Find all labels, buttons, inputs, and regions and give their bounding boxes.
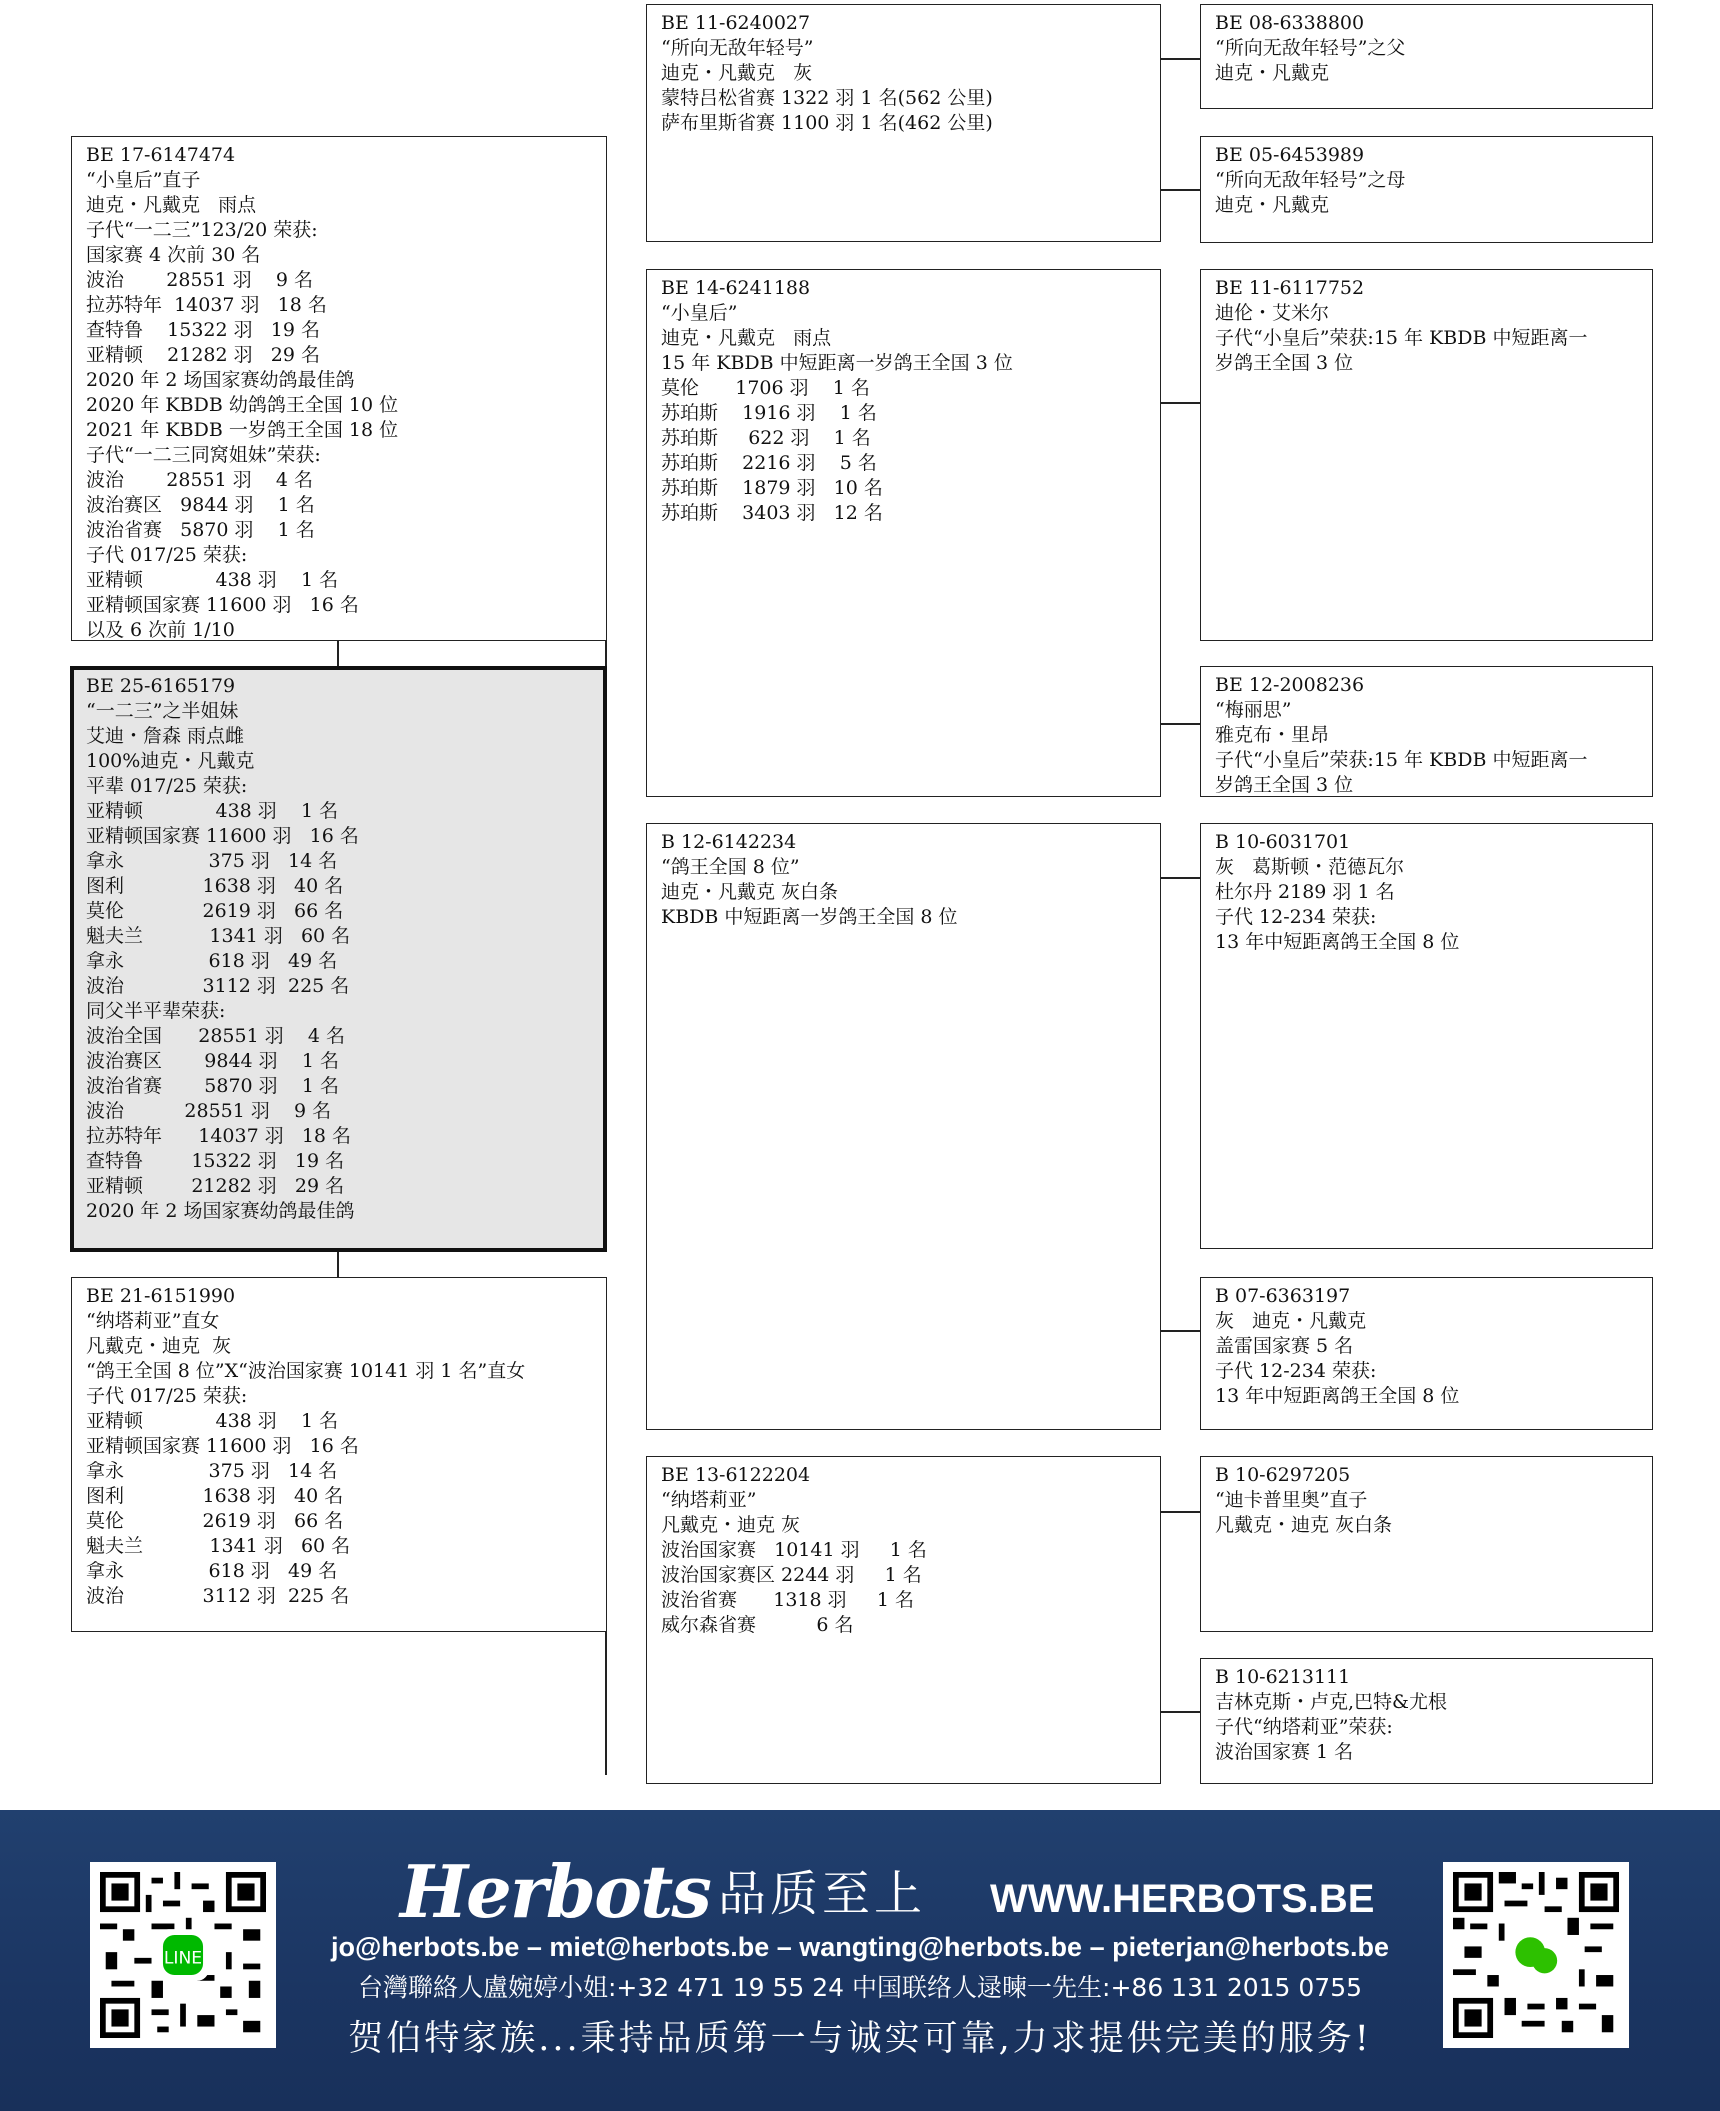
ring-number: B 10-6031701 xyxy=(1215,831,1351,853)
pedigree-line: 子代“纳塔莉亚”荣获: xyxy=(1215,1716,1393,1738)
pedigree-line: 波治 3112 羽 225 名 xyxy=(86,1585,350,1607)
sire-box xyxy=(71,136,607,641)
pedigree-line: 魁夫兰 1341 羽 60 名 xyxy=(86,925,351,947)
pedigree-line: 图利 1638 羽 40 名 xyxy=(86,1485,344,1507)
pedigree-line: 莫伦 1706 羽 1 名 xyxy=(661,377,870,399)
connector xyxy=(1160,1711,1200,1713)
contact-phones: 台灣聯絡人盧婉婷小姐:+32 471 19 55 24 中国联络人逯暕一先生:+86 131 2015 0755 xyxy=(357,1973,1363,2002)
pedigree-line: 波治省赛 5870 羽 1 名 xyxy=(86,1075,339,1097)
pedigree-line: 拿永 375 羽 14 名 xyxy=(86,1460,338,1482)
ring-number: BE 14-6241188 xyxy=(661,277,811,299)
pedigree-line: 2020 年 2 场国家赛幼鸽最佳鸽 xyxy=(86,369,355,391)
pedigree-line: 亚精顿国家赛 11600 羽 16 名 xyxy=(86,825,359,847)
pedigree-line: 亚精顿 21282 羽 29 名 xyxy=(86,1175,345,1197)
pedigree-line: 波治国家赛 10141 羽 1 名 xyxy=(661,1539,927,1561)
pedigree-line: “鸽王全国 8 位”X“波治国家赛 10141 羽 1 名”直女 xyxy=(86,1360,526,1382)
pedigree-line: 岁鸽王全国 3 位 xyxy=(1215,352,1354,374)
pedigree-line: 2020 年 KBDB 幼鸽鸽王全国 10 位 xyxy=(86,394,399,416)
pedigree-line: 威尔森省赛 6 名 xyxy=(661,1614,854,1636)
pedigree-line: 莫伦 2619 羽 66 名 xyxy=(86,1510,344,1532)
connector xyxy=(1160,402,1200,404)
pedigree-line: 苏珀斯 2216 羽 5 名 xyxy=(661,452,877,474)
connector xyxy=(1160,723,1200,725)
pedigree-line: 子代 017/25 荣获: xyxy=(86,544,248,566)
pedigree-line: 迪克・凡戴克 雨点 xyxy=(86,194,257,216)
pedigree-line: 苏珀斯 1916 羽 1 名 xyxy=(661,402,877,424)
ring-number: BE 25-6165179 xyxy=(86,675,236,697)
pedigree-line: 岁鸽王全国 3 位 xyxy=(1215,774,1354,796)
pedigree-line: “梅丽思” xyxy=(1215,699,1292,721)
dam-dam-box xyxy=(646,1456,1161,1784)
ring-number: BE 11-6117752 xyxy=(1215,277,1365,299)
pedigree-line: 以及 6 次前 1/10 xyxy=(86,619,235,641)
subject-box xyxy=(70,666,607,1252)
pedigree-line: 迪克・凡戴克 xyxy=(1215,62,1330,84)
ring-number: B 07-6363197 xyxy=(1215,1285,1351,1307)
pedigree-line: 100%迪克・凡戴克 xyxy=(86,750,255,772)
pedigree-line: 迪伦・艾米尔 xyxy=(1215,302,1330,324)
ring-number: BE 21-6151990 xyxy=(86,1285,236,1307)
dam-box xyxy=(71,1277,607,1632)
connector xyxy=(1160,1330,1200,1332)
pedigree-line: 迪克・凡戴克 雨点 xyxy=(661,327,832,349)
pedigree-line: “迪卡普里奥”直子 xyxy=(1215,1489,1368,1511)
pedigree-line: 灰 葛斯顿・范德瓦尔 xyxy=(1215,856,1405,878)
pedigree-line: 2021 年 KBDB 一岁鸽王全国 18 位 xyxy=(86,419,399,441)
pedigree-line: 波治省赛 5870 羽 1 名 xyxy=(86,519,315,541)
pedigree-line: 亚精顿国家赛 11600 羽 16 名 xyxy=(86,594,359,616)
connector xyxy=(1160,877,1200,879)
pedigree-line: 灰 迪克・凡戴克 xyxy=(1215,1310,1367,1332)
pedigree-line: 图利 1638 羽 40 名 xyxy=(86,875,344,897)
footer-banner xyxy=(0,1810,1720,2111)
pedigree-line: 波治 28551 羽 4 名 xyxy=(86,469,314,491)
pedigree-line: 亚精顿 438 羽 1 名 xyxy=(86,569,339,591)
pedigree-line: 苏珀斯 622 羽 1 名 xyxy=(661,427,871,449)
qr-code-graphic xyxy=(100,1872,266,2038)
pedigree-line: 迪克・凡戴克 灰白条 xyxy=(661,881,839,903)
great-grandparent-box-3 xyxy=(1200,269,1653,641)
herbots-logo: Herbots xyxy=(400,1849,710,1934)
pedigree-line: 萨布里斯省赛 1100 羽 1 名(462 公里) xyxy=(661,112,993,134)
pedigree-line: 拉苏特年 14037 羽 18 名 xyxy=(86,294,327,316)
pedigree-line: 吉林克斯・卢克,巴特&尤根 xyxy=(1215,1691,1447,1713)
pedigree-line: 13 年中短距离鸽王全国 8 位 xyxy=(1215,931,1460,953)
great-grandparent-box-4 xyxy=(1200,666,1653,797)
connector xyxy=(1160,189,1200,191)
pedigree-line: 波治赛区 9844 羽 1 名 xyxy=(86,494,315,516)
great-grandparent-box-7 xyxy=(1200,1456,1653,1632)
qr-code-graphic xyxy=(1453,1872,1619,2038)
pedigree-line: 拉苏特年 14037 羽 18 名 xyxy=(86,1125,352,1147)
pedigree-line: “所向无敌年轻号”之母 xyxy=(1215,169,1406,191)
pedigree-line: 莫伦 2619 羽 66 名 xyxy=(86,900,344,922)
pedigree-line: 波治省赛 1318 羽 1 名 xyxy=(661,1589,914,1611)
pedigree-line: 平辈 017/25 荣获: xyxy=(86,775,248,797)
slogan: 品质至上 xyxy=(718,1866,927,1922)
email-list[interactable]: jo@herbots.be – miet@herbots.be – wangting@herbots.be – pieterjan@herbots.be xyxy=(331,1932,1389,1962)
pedigree-line: “小皇后”直子 xyxy=(86,169,201,191)
ring-number: BE 12-2008236 xyxy=(1215,674,1365,696)
pedigree-line: 查特鲁 15322 羽 19 名 xyxy=(86,319,320,341)
pedigree-line: 迪克・凡戴克 灰 xyxy=(661,62,813,84)
ring-number: BE 13-6122204 xyxy=(661,1464,811,1486)
great-grandparent-box-1 xyxy=(1200,4,1653,109)
pedigree-line: 艾迪・詹森 雨点雌 xyxy=(86,725,245,747)
ring-number: B 12-6142234 xyxy=(661,831,797,853)
great-grandparent-box-6 xyxy=(1200,1277,1653,1430)
pedigree-line: 国家赛 4 次前 30 名 xyxy=(86,244,261,266)
pedigree-line: 亚精顿 438 羽 1 名 xyxy=(86,1410,339,1432)
ring-number: B 10-6297205 xyxy=(1215,1464,1351,1486)
pedigree-line: 凡戴克・迪克 灰 xyxy=(86,1335,232,1357)
pedigree-line: “小皇后” xyxy=(661,302,738,324)
pedigree-line: 子代 12-234 荣获: xyxy=(1215,906,1377,928)
great-grandparent-box-2 xyxy=(1200,136,1653,243)
website-link[interactable]: WWW.HERBOTS.BE xyxy=(990,1877,1375,1921)
connector xyxy=(337,1250,339,1278)
pedigree-line: 波治国家赛区 2244 羽 1 名 xyxy=(661,1564,922,1586)
pedigree-line: 魁夫兰 1341 羽 60 名 xyxy=(86,1535,351,1557)
pedigree-line: 杜尔丹 2189 羽 1 名 xyxy=(1215,881,1395,903)
pedigree-line: “纳塔莉亚” xyxy=(661,1489,757,1511)
pedigree-line: 2020 年 2 场国家赛幼鸽最佳鸽 xyxy=(86,1200,355,1222)
dam-sire-box xyxy=(646,823,1161,1430)
pedigree-line: KBDB 中短距离一岁鸽王全国 8 位 xyxy=(661,906,958,928)
pedigree-line: 凡戴克・迪克 灰 xyxy=(661,1514,801,1536)
pedigree-line: 亚精顿国家赛 11600 羽 16 名 xyxy=(86,1435,359,1457)
pedigree-line: 迪克・凡戴克 xyxy=(1215,194,1330,216)
tagline: 贺伯特家族...秉持品质第一与诚实可靠,力求提供完美的服务! xyxy=(348,2019,1372,2059)
ring-number: BE 11-6240027 xyxy=(661,12,811,34)
pedigree-line: 盖雷国家赛 5 名 xyxy=(1215,1335,1354,1357)
pedigree-line: 波治全国 28551 羽 4 名 xyxy=(86,1025,346,1047)
ring-number: BE 08-6338800 xyxy=(1215,12,1365,34)
ring-number: B 10-6213111 xyxy=(1215,1666,1351,1688)
pedigree-line: 拿永 618 羽 49 名 xyxy=(86,1560,338,1582)
pedigree-line: 凡戴克・迪克 灰白条 xyxy=(1215,1514,1393,1536)
pedigree-line: “所向无敌年轻号” xyxy=(661,37,814,59)
pedigree-line: 波治 28551 羽 9 名 xyxy=(86,269,314,291)
pedigree-line: 波治赛区 9844 羽 1 名 xyxy=(86,1050,339,1072)
pedigree-line: 子代“一二三”123/20 荣获: xyxy=(86,219,318,241)
pedigree-line: 拿永 375 羽 14 名 xyxy=(86,850,338,872)
pedigree-line: 亚精顿 21282 羽 29 名 xyxy=(86,344,320,366)
ring-number: BE 05-6453989 xyxy=(1215,144,1365,166)
pedigree-line: 子代 017/25 荣获: xyxy=(86,1385,248,1407)
pedigree-line: 蒙特吕松省赛 1322 羽 1 名(562 公里) xyxy=(661,87,993,109)
pedigree-line: 拿永 618 羽 49 名 xyxy=(86,950,338,972)
pedigree-line: 查特鲁 15322 羽 19 名 xyxy=(86,1150,345,1172)
sire-dam-box xyxy=(646,269,1161,797)
great-grandparent-box-8 xyxy=(1200,1658,1653,1784)
pedigree-line: 同父半平辈荣获: xyxy=(86,1000,226,1022)
pedigree-line: “鸽王全国 8 位” xyxy=(661,856,800,878)
pedigree-line: 子代“小皇后”荣获:15 年 KBDB 中短距离一 xyxy=(1215,749,1588,771)
connector xyxy=(1160,1511,1200,1513)
connector xyxy=(337,640,339,668)
pedigree-line: 苏珀斯 1879 羽 10 名 xyxy=(661,477,883,499)
pedigree-line: 苏珀斯 3403 羽 12 名 xyxy=(661,502,883,524)
svg-text:LINE: LINE xyxy=(163,1948,203,1969)
pedigree-line: 雅克布・里昂 xyxy=(1215,724,1330,746)
pedigree-line: 子代 12-234 荣获: xyxy=(1215,1360,1377,1382)
great-grandparent-box-5 xyxy=(1200,823,1653,1249)
pedigree-line: 子代“一二三同窝姐妹”荣获: xyxy=(86,444,321,466)
pedigree-line: 波治国家赛 1 名 xyxy=(1215,1741,1354,1763)
pedigree-line: 亚精顿 438 羽 1 名 xyxy=(86,800,339,822)
sire-sire-box xyxy=(646,4,1161,242)
pedigree-line: 13 年中短距离鸽王全国 8 位 xyxy=(1215,1385,1460,1407)
pedigree-line: 15 年 KBDB 中短距离一岁鸽王全国 3 位 xyxy=(661,352,1013,374)
ring-number: BE 17-6147474 xyxy=(86,144,236,166)
pedigree-line: 波治 28551 羽 9 名 xyxy=(86,1100,332,1122)
pedigree-line: “所向无敌年轻号”之父 xyxy=(1215,37,1406,59)
brand-row xyxy=(400,1849,1375,1934)
pedigree-line: 波治 3112 羽 225 名 xyxy=(86,975,350,997)
pedigree-line: 子代“小皇后”荣获:15 年 KBDB 中短距离一 xyxy=(1215,327,1588,349)
pedigree-line: “纳塔莉亚”直女 xyxy=(86,1310,220,1332)
wechat-qr-code[interactable] xyxy=(1443,1862,1629,2048)
connector xyxy=(1160,58,1200,60)
line-qr-code[interactable] xyxy=(90,1862,276,2048)
pedigree-line: “一二三”之半姐妹 xyxy=(86,700,239,722)
